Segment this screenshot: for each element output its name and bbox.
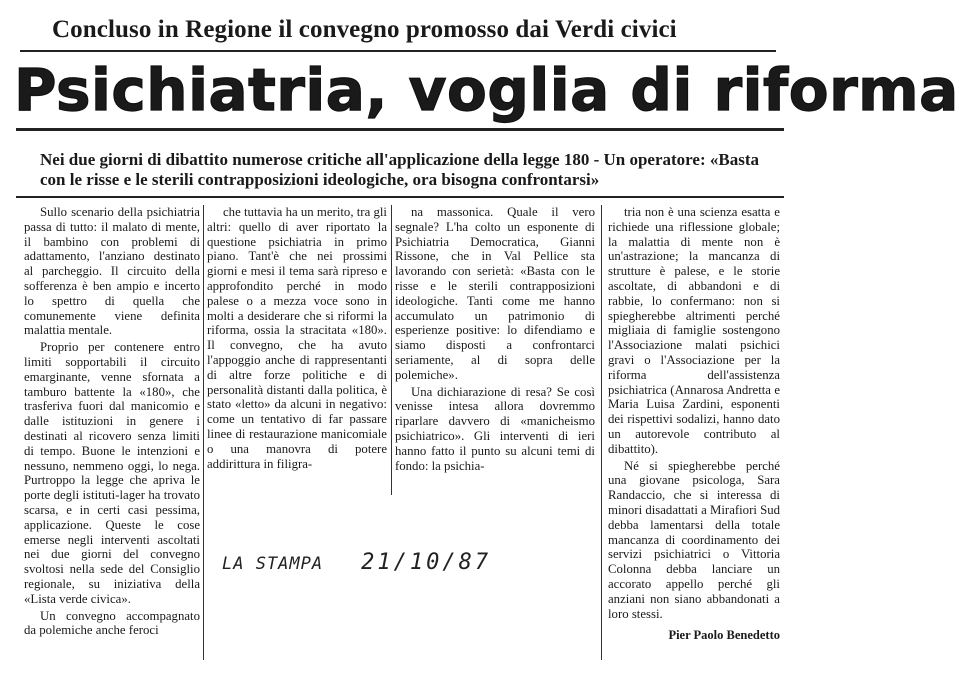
article-subhead: Nei due giorni di dibattito numerose critiche all'applicazione della legge 180 - Un operatore: «Basta con le risse e le sterili contrapposizioni ideologiche, ora bisogna confrontarsi» bbox=[40, 150, 759, 189]
paragraph: na massonica. Quale il vero segnale? L'ha colto un esponente di Psichiatria Democratica, Gianni Rissone, che in Val Pellice sta lavorando con serietà: «Basta con le risse e le sterili contrapposizioni ideologiche. Tanti come me hanno accumulato un patrimonio di esperienze positive: lo difendiamo e siamo disposti a confrontarci seriamente, al di sopra delle polemiche». bbox=[395, 205, 595, 382]
article-headline: Psichiatria, voglia di riforma bbox=[14, 56, 959, 124]
article-column-3 bbox=[395, 205, 595, 473]
article-byline: Pier Paolo Benedetto bbox=[668, 628, 780, 642]
column-divider bbox=[203, 205, 204, 660]
paragraph: che tuttavia ha un merito, tra gli altri: quello di aver riportato la questione psichiatria in primo piano. Tant'è che nei prossimi giorni e mesi il tema sarà ripreso e approfondito perché in modo palese o a mezza voce sono in molti a desiderare che si riformi la riforma, ossia la stracitata «180». Il convegno, che ha avuto l'appoggio anche di rappresentanti di altre forze politiche e di personalità distanti dalla politica, è stato «letto» da alcuni in negativo: come un tentativo di far passare linee di restaurazione manicomiale o una manovra di potere addirittura in filigra- bbox=[207, 205, 387, 471]
paragraph: Una dichiarazione di resa? Se così venisse intesa allora dovremmo riparlare davvero di «manicheismo psichiatrico». Gli interventi di ieri hanno fatto il punto su alcuni temi di fondo: la psichia- bbox=[395, 384, 595, 473]
article-column-4 bbox=[608, 205, 780, 621]
article-column-2 bbox=[207, 205, 387, 471]
column-divider bbox=[601, 205, 602, 660]
subhead-rule bbox=[16, 196, 784, 198]
annotation-source: LA STAMPA bbox=[222, 554, 324, 574]
paragraph: Un convegno accompagnato da polemiche anche feroci bbox=[24, 608, 200, 638]
handwritten-annotation bbox=[222, 550, 491, 575]
headline-rule bbox=[16, 128, 784, 131]
paragraph: Proprio per contenere entro limiti sopportabili il circuito emarginante, venne sfornata a tamburo battente la «180», che trasferiva fuori dal manicomio e dalle istituzioni in genere i destinati al ricovero senza limiti di tempo. Buone le intenzioni e nessuno, nemmeno oggi, lo nega. Purtroppo la legge che apriva le porte degli istituti-lager ha trovato scarsa, e in certi casi pessima, applicazione. Queste le cose emerse negli interventi ascoltati nei due giorni del convegno svoltosi nella sede del Consiglio regionale, su iniziativa della «Lista verde civica». bbox=[24, 340, 200, 606]
paragraph: tria non è una scienza esatta e richiede una riflessione globale; la malattia di mente non è un'astrazione; la mancanza di strutture è palese, e le storie ascoltate, di abbandoni e di rabbie, lo confermano: non si spiegherebbe altrimenti perché migliaia di famiglie sostengono l'Associazione malati psichici gravi o l'Associazione per la riforma dell'assistenza psichiatrica (Annarosa Andretta e Maria Luisa Zardini, esponenti dei rispettivi sodalizi, hanno dato un autorevole contributo al dibattito). bbox=[608, 205, 780, 456]
paragraph: Sullo scenario della psichiatria passa di tutto: il malato di mente, il bambino con problemi di adattamento, l'anziano destinato al parcheggio. Il circuito della sofferenza è ben ampio e incerto lo spettro di quella che comunemente viene definita malattia mentale. bbox=[24, 205, 200, 338]
annotation-date: 21/10/87 bbox=[361, 550, 492, 575]
paragraph: Né si spiegherebbe perché una giovane psicologa, Sara Randaccio, che si interessa di minori disadattati a Mirafiori Sud debba lamentarsi della totale mancanza di coordinamento dei servizi psichiatrici o Vittoria Colonna debba lanciare un accorato appello perché gli anziani non siano abbandonati a loro stessi. bbox=[608, 458, 781, 621]
column-divider bbox=[391, 205, 392, 495]
article-kicker: Concluso in Regione il convegno promosso dai Verdi civici bbox=[52, 16, 677, 43]
article-column-1 bbox=[24, 205, 200, 638]
kicker-rule bbox=[20, 50, 776, 52]
